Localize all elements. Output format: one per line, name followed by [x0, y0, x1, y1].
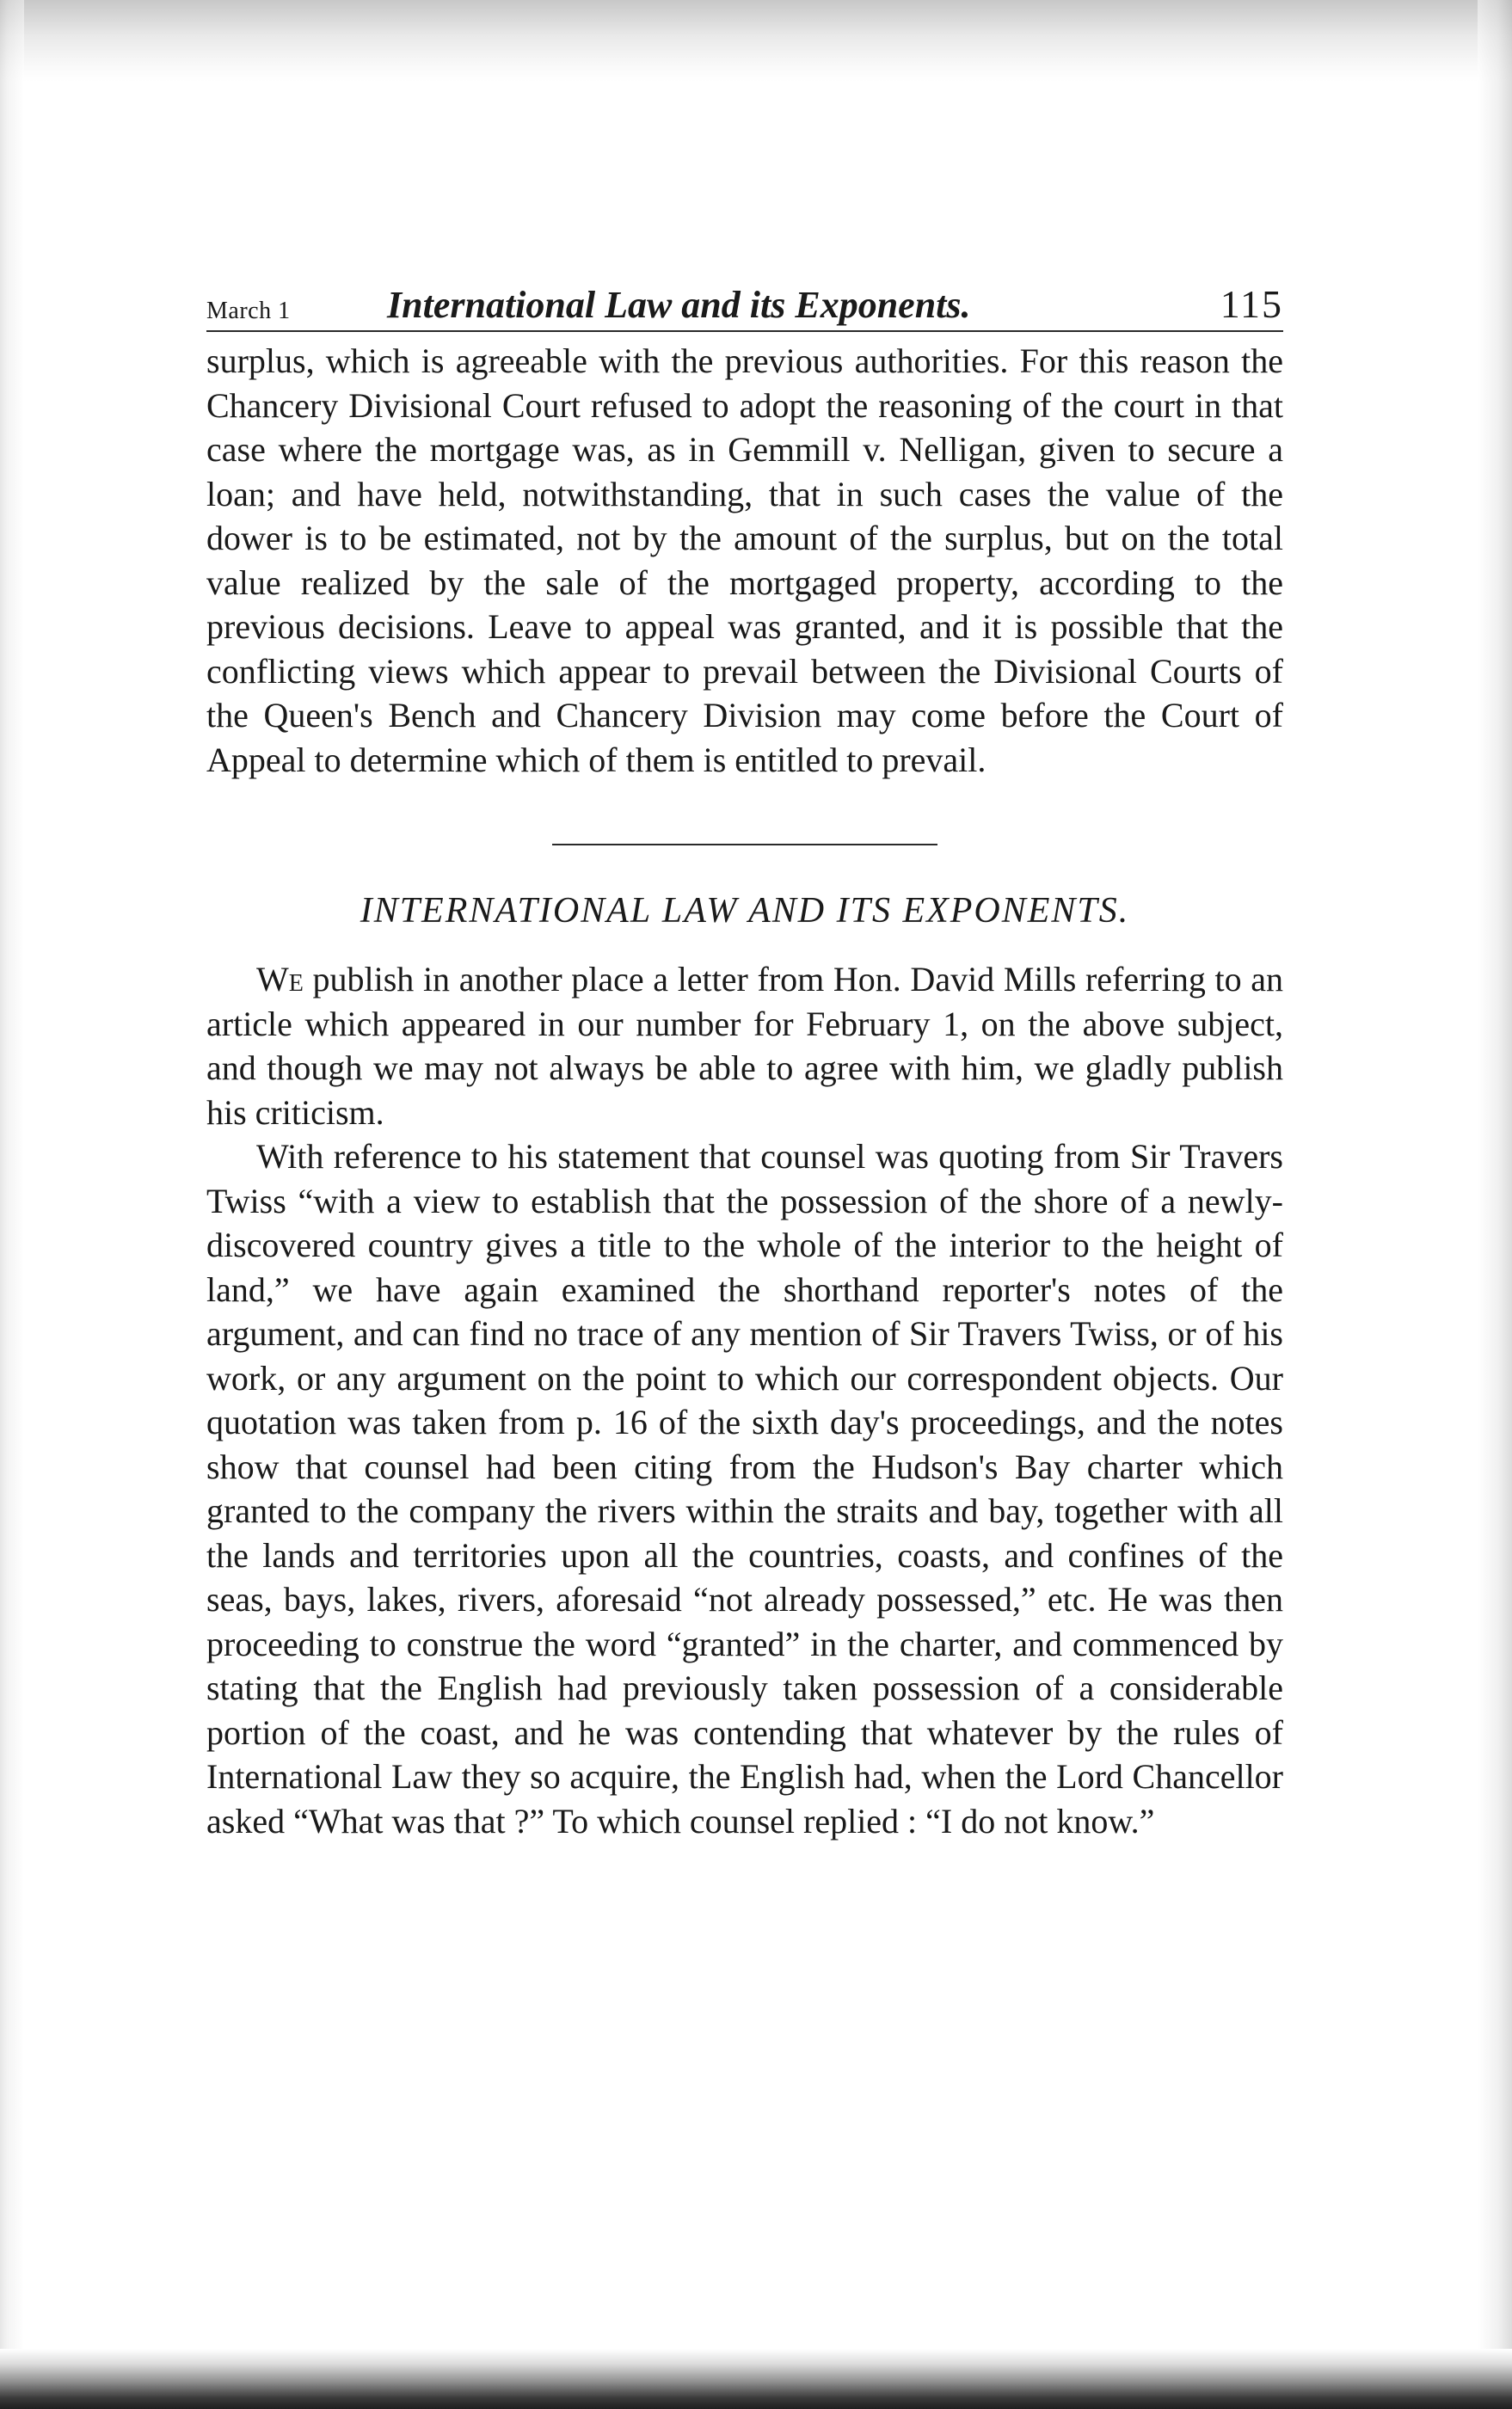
scan-shadow-bottom: [0, 2349, 1512, 2409]
section-heading: INTERNATIONAL LAW AND ITS EXPONENTS.: [360, 891, 1130, 931]
continued-paragraph: surplus, which is agreeable with the previous authorities. For this reason the Chancery Divisional Court refused to adopt the reasoning of the court in that case where the mortgage was, as in Gemmill v. Nelligan, given to secure a loan; and have held, notwithstanding, that in such cases the value of the dower is to be estimated, not by the amount of the surplus, but on the total value realized by the sale of the mortgaged property, according to the previous decisions. Leave to appeal was granted, and it is possible that the conflicting views which appear to prevail between the Divisional Courts of the Queen's Bench and Chancery Division may come before the Court of Appeal to determine which of them is entitled to prevail.: [206, 341, 1283, 779]
scan-shadow-left: [0, 0, 24, 2409]
scan-shadow-right: [1478, 0, 1512, 2409]
paragraph-lead-word: We: [256, 960, 304, 999]
header-date: March 1: [206, 298, 291, 324]
section-divider: [552, 844, 937, 845]
paragraph-intro-text: publish in another place a letter from Hon. David Mills referring to an article which appeared in our number for February 1, on the above subject, and though we may not always be able to agree with him, we gladly publish his criticism.: [206, 960, 1283, 1132]
paragraph-intro: [206, 957, 1283, 1134]
running-header: [206, 275, 1283, 332]
scan-shadow-top: [0, 0, 1512, 82]
document-page: [206, 275, 1283, 1843]
paragraph-reference: With reference to his statement that counsel was quoting from Sir Travers Twiss “with a view to establish that the possession of the shore of a newly-discovered country gives a title to the whole of the interior to the height of land,” we have again examined the shorthand reporter's notes of the argument, and can find no trace of any mention of Sir Travers Twiss, or of his work, or any argument on the point to which our correspondent objects. Our quotation was taken from p. 16 of the sixth day's proceedings, and the notes show that counsel had been citing from the Hudson's Bay charter which granted to the company the rivers within the straits and bay, together with all the lands and territories upon all the countries, coasts, and confines of the seas, bays, lakes, rivers, aforesaid “not already possessed,” etc. He was then proceeding to construe the word “granted” in the charter, and commenced by stating that the English had previously taken possession of a considerable portion of the coast, and he was contending that whatever by the rules of International Law they so acquire, the English had, when the Lord Chancellor asked “What was that ?” To which counsel replied : “I do not know.”: [206, 1137, 1283, 1841]
header-title: International Law and its Exponents.: [387, 284, 971, 326]
page-number: 115: [1220, 282, 1283, 326]
